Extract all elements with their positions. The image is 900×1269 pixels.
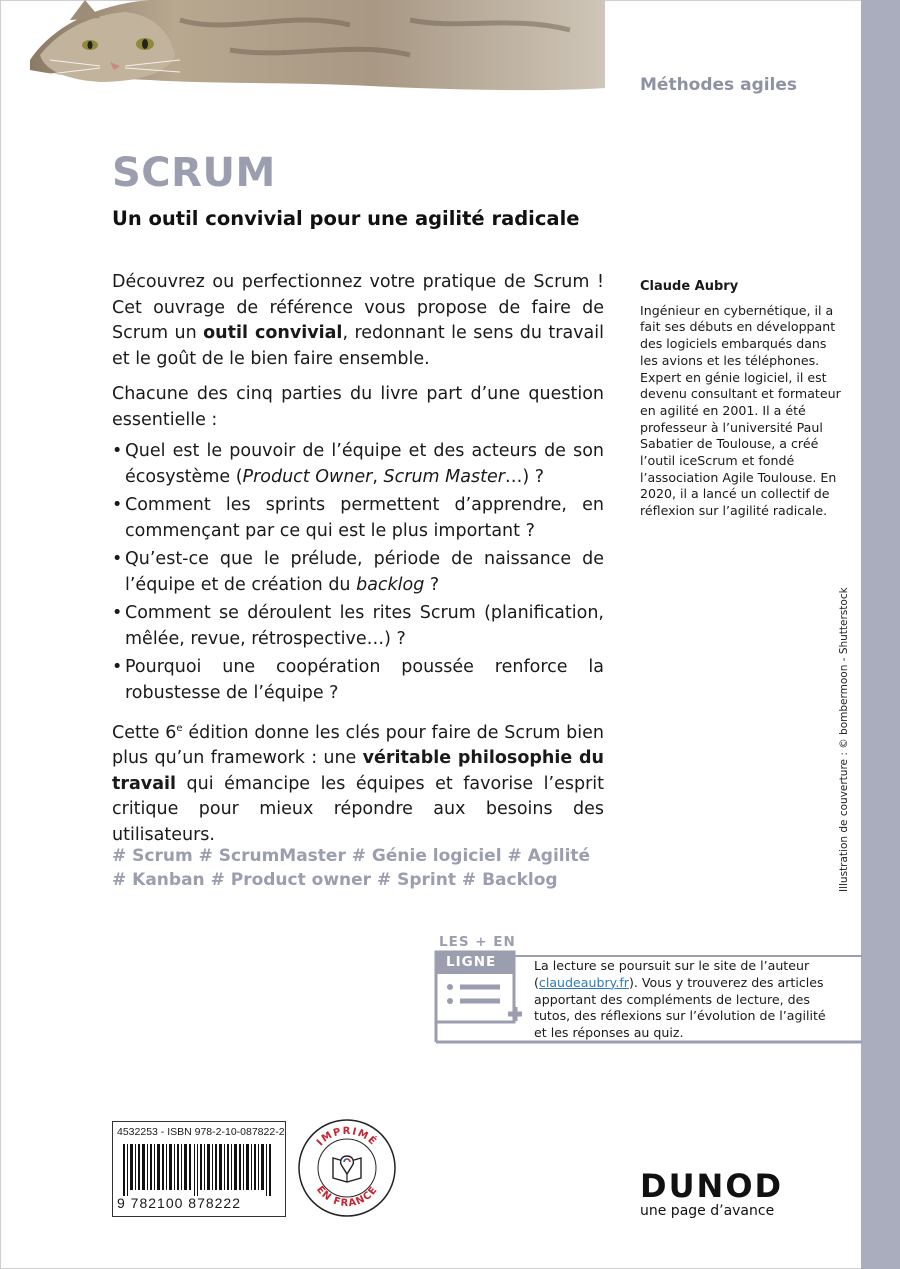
series-label: Méthodes agiles [640,75,798,95]
publisher-tagline: une page d’avance [640,1203,775,1219]
bullet: • [112,549,123,569]
bullet: • [112,495,123,515]
isbn-label: 4532253 - ISBN 978-2-10-087822-2 [117,1126,285,1138]
hashtags [112,844,612,892]
book-subtitle: Un outil convivial pour une agilité radicale [112,207,580,230]
edition-paragraph: Cette 6e édition donne les clés pour faire de Scrum bien plus qu’un framework : une véritable philosophie du travail qui émancipe les équipes et favorise l’esprit critique pour mieux répondre aux besoins des utilisateurs. [112,722,604,845]
questions-list [112,439,604,706]
parts-intro: Chacune des cinq parties du livre part d’une question essentielle : [112,384,604,430]
intro-paragraph: Découvrez ou perfectionnez votre pratique de Scrum ! Cet ouvrage de référence vous propose de faire de Scrum un outil convivial, redonnant le sens du travail et le goût de le bien faire ensemble. [112,272,604,369]
list-item: • Quel est le pouvoir de l’équipe et des acteurs de son écosystème (Product Owner, Scrum Master…) ? [112,441,604,487]
author-bio [640,279,845,520]
publisher-logo [640,1167,784,1219]
author-bio-text: Ingénieur en cybernétique, il a fait ses débuts en développant des logiciels embarqués dans les avions et les téléphones. Expert en génie logiciel, il est devenu consultant et formateur en agilité en 2001. Il a été professeur à l’université Paul Sabatier de Toulouse, a créé l’outil iceScrum et fondé l’association Agile Toulouse. En 2020, il a lancé un collectif de réflexion sur l’agilité radicale. [640,302,841,519]
list-item: • Pourquoi une coopération poussée renforce la robustesse de l’équipe ? [112,657,604,703]
bullet: • [112,441,123,461]
hashtags-line-2: # Kanban # Product owner # Sprint # Backlog [112,870,558,890]
badge-top-text: IMPRIMÉ [314,1125,379,1149]
cover-credit: Illustration de couverture : © bombermoon - Shutterstock [838,587,850,892]
isbn-digits: 9 782100 878222 [117,1195,241,1211]
list-item: • Comment les sprints permettent d’apprendre, en commençant par ce qui est le plus important ? [112,495,604,541]
badge-bottom-text: EN FRANCE [313,1184,381,1210]
barcode-bars [123,1144,275,1196]
book-title: SCRUM [112,150,276,196]
bullet: • [112,603,123,623]
list-item: • Comment se déroulent les rites Scrum (planification, mêlée, revue, rétrospective…) ? [112,603,604,649]
online-title: LES + EN [439,934,516,950]
bullet: • [112,657,123,677]
author-site-link[interactable]: claudeaubry.fr [538,974,629,990]
hashtags-line-1: # Scrum # ScrumMaster # Génie logiciel # Agilité [112,846,591,866]
spine-band [861,0,900,1269]
list-item: • Qu’est-ce que le prélude, période de naissance de l’équipe et de création du backlog ? [112,549,604,595]
online-badge: LIGNE [446,954,497,970]
cover-illustration-cat [30,0,605,92]
blurb [112,270,604,858]
author-name: Claude Aubry [640,279,739,294]
barcode [112,1121,286,1217]
online-text: La lecture se poursuit sur le site de l’auteur (claudeaubry.fr). Vous y trouverez des articles apportant des compléments de lecture, des tutos, des réflexions sur l’évolution de l’agilité et les réponses au quiz. [534,958,826,1041]
online-resources-box [434,930,864,1045]
made-in-france-badge [297,1118,397,1218]
publisher-name: DUNOD [640,1167,784,1205]
